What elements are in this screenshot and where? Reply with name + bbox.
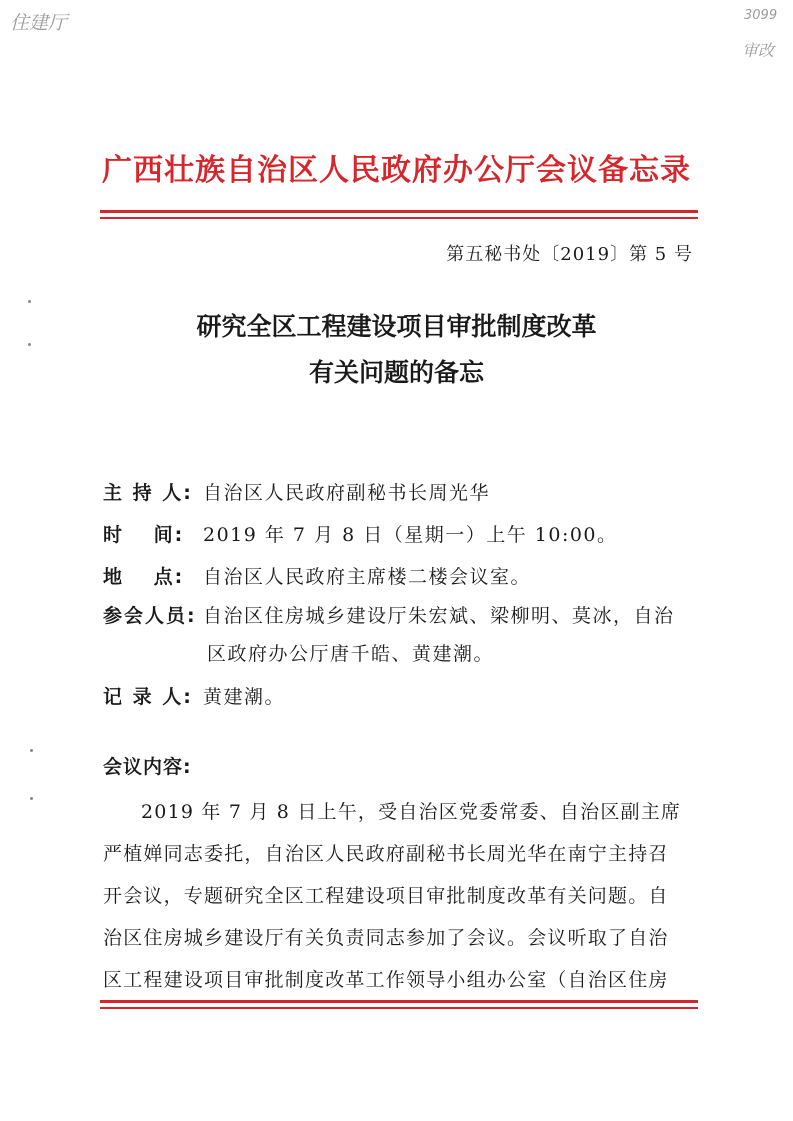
- meta-attendees-value-line-2: 区政府办公厅唐千皓、黄建潮。: [207, 643, 495, 665]
- footer-red-rule-thin: [100, 1007, 698, 1009]
- handwritten-note-top-right-number: 3099: [744, 8, 778, 23]
- memo-title-line-2: 有关问题的备忘: [308, 358, 484, 387]
- meta-recorder-label: 记 录 人:: [103, 686, 193, 708]
- meta-attendees-row: [103, 597, 675, 635]
- meta-place-value: 自治区人民政府主席楼二楼会议室。: [203, 566, 532, 588]
- document-number: 第五秘书处〔2019〕第 5 号: [446, 244, 693, 265]
- meta-place-row: [103, 558, 531, 596]
- header-red-rule-thin: [100, 217, 698, 219]
- scan-speck: [28, 343, 31, 346]
- scan-speck: [30, 797, 33, 800]
- handwritten-note-top-left: 住建厅: [10, 12, 68, 34]
- meta-attendees-value-line-1: 自治区住房城乡建设厅朱宏斌、梁柳明、莫冰，自治: [203, 605, 675, 627]
- meta-host-row: [103, 474, 490, 512]
- document-header-title: 广西壮族自治区人民政府办公厅会议备忘录: [102, 153, 691, 188]
- meta-recorder-value: 黄建潮。: [203, 686, 286, 708]
- meta-attendees-label: 参会人员:: [103, 605, 197, 627]
- content-paragraph: [103, 791, 695, 1001]
- content-line: 区工程建设项目审批制度改革工作领导小组办公室（自治区住房: [103, 969, 669, 991]
- meta-time-row: [103, 516, 618, 554]
- meta-host-value: 自治区人民政府副秘书长周光华: [203, 482, 491, 504]
- content-line: 严植婵同志委托，自治区人民政府副秘书长周光华在南宁主持召: [103, 843, 669, 865]
- memo-title: [0, 304, 793, 396]
- meta-recorder-row: [103, 678, 285, 716]
- meta-host-label: 主 持 人:: [103, 482, 193, 504]
- handwritten-note-top-right-text: 审改: [742, 41, 775, 60]
- content-line: 2019 年 7 月 8 日上午，受自治区党委常委、自治区副主席: [141, 801, 682, 823]
- header-red-rule-thick: [100, 210, 698, 213]
- memo-title-line-1: 研究全区工程建设项目审批制度改革: [196, 312, 597, 341]
- content-line: 开会议，专题研究全区工程建设项目审批制度改革有关问题。自: [103, 885, 669, 907]
- meta-time-value: 2019 年 7 月 8 日（星期一）上午 10:00。: [203, 524, 618, 546]
- content-line: 治区住房城乡建设厅有关负责同志参加了会议。会议听取了自治: [103, 927, 669, 949]
- footer-red-rule-thick: [100, 1000, 698, 1003]
- meta-place-label: 地 点:: [103, 566, 185, 588]
- scan-speck: [28, 300, 31, 303]
- meta-time-label: 时 间:: [103, 524, 185, 546]
- scan-speck: [30, 749, 33, 752]
- content-section-heading: 会议内容:: [103, 756, 192, 778]
